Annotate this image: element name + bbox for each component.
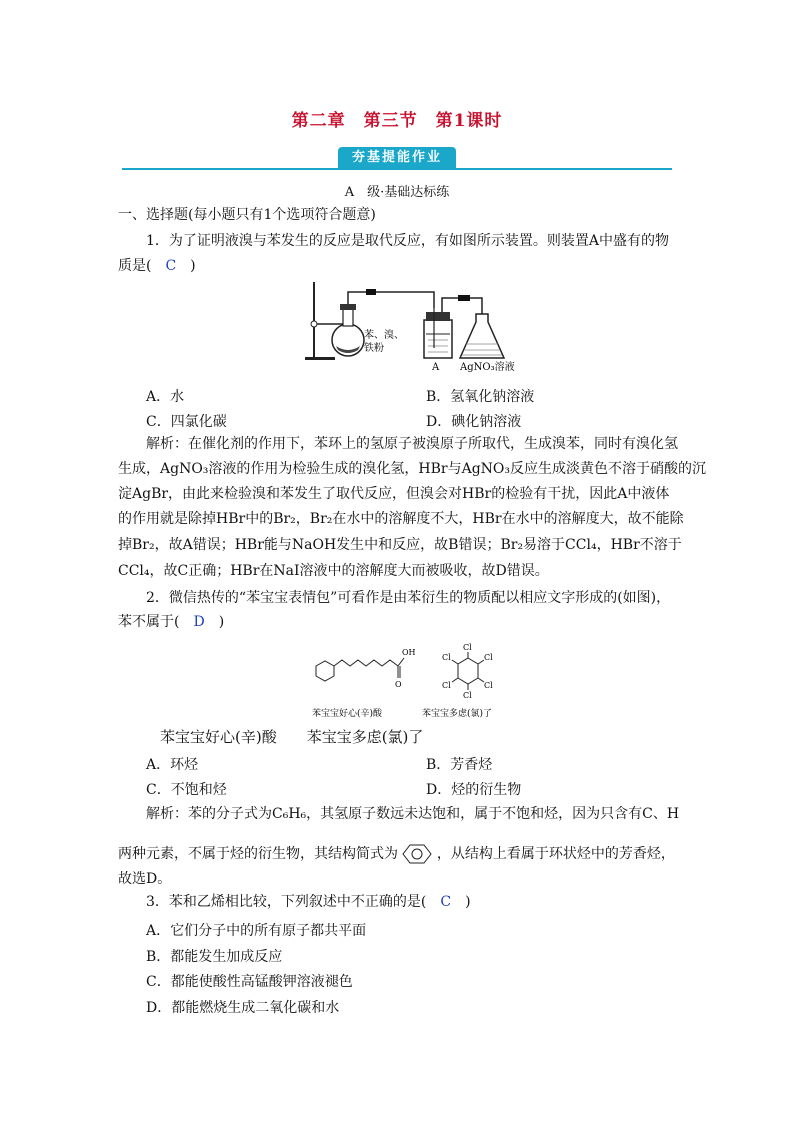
q2-stem-close: ) (204, 614, 225, 630)
q1-explanation-line4: 的作用就是除掉HBr中的Br₂，Br₂在水中的溶解度不大，HBr在水中的溶解度大，故不能除 (118, 511, 684, 527)
cl-label: Cl (463, 691, 472, 700)
q2-exp-part2: ，从结构上看属于环状烃中的芳香烃， (436, 846, 675, 862)
fig-caption-2: 苯宝宝多虑(氯)了 (422, 709, 493, 719)
level-heading: A 级·基础达标练 (344, 185, 450, 200)
benzene-emoji-figure (308, 640, 528, 722)
q3-answer: C (440, 894, 452, 910)
q1-stem-line1: 1．为了证明液溴与苯发生的反应是取代反应，有如图所示装置。则装置A中盛有的物 (146, 233, 670, 249)
fig-label-reactants: 苯、溴、 (364, 330, 404, 341)
q1-option-a: A．水 (146, 389, 185, 405)
fig-caption-1: 苯宝宝好心(辛)酸 (312, 709, 383, 719)
q3-stem-open: 3．苯和乙烯相比较，下列叙述中不正确的是( (146, 894, 441, 910)
cl-label: Cl (484, 681, 493, 690)
q1-explanation-line2: 生成，AgNO₃溶液的作用为检验生成的溴化氢，HBr与AgNO₃反应生成淡黄色不溶于硝酸的沉 (118, 461, 707, 477)
q1-option-c: C．四氯化碳 (146, 414, 227, 430)
cl-label: Cl (484, 653, 493, 662)
q3-option-a: A．它们分子中的所有原子都共平面 (146, 923, 367, 939)
q2-stem-open: 苯不属于( (118, 614, 194, 630)
q2-explanation-line3: 故选D。 (118, 871, 172, 887)
fig-label-agno3: AgNO₃溶液 (460, 362, 515, 373)
q1-explanation-line1: 解析：在催化剂的作用下，苯环上的氢原子被溴原子所取代，生成溴苯，同时有溴化氢 (146, 436, 678, 452)
q2-explanation-line2 (118, 843, 675, 865)
chapter-title: 第二章 第三节 第1课时 (291, 111, 503, 131)
q2-caption-line: 苯宝宝好心(辛)酸 苯宝宝多虑(氯)了 (160, 728, 424, 746)
q2-exp-part1: 两种元素，不属于烃的衍生物，其结构简式为 (118, 846, 398, 862)
q2-stem-line2 (118, 614, 224, 630)
o-label: O (395, 680, 402, 689)
q3-option-b: B．都能发生加成反应 (146, 949, 283, 965)
q1-option-d: D．碘化钠溶液 (426, 414, 522, 430)
q1-answer: C (165, 258, 177, 274)
homework-banner: 夯基提能作业 (338, 147, 456, 169)
q2-option-b: B．芳香烃 (426, 757, 493, 773)
q2-option-d: D．烃的衍生物 (426, 782, 522, 798)
q2-answer: D (193, 614, 205, 630)
q2-explanation-line1: 解析：苯的分子式为C₆H₆，其氢原子数远未达饱和，属于不饱和烃，因为只含有C、H (146, 806, 680, 822)
cl-label: Cl (463, 643, 472, 652)
q2-option-a: A．环烃 (146, 757, 199, 773)
fig-label-A: A (432, 362, 440, 373)
cl-label: Cl (442, 653, 451, 662)
q1-explanation-line5: 掉Br₂，故A错误；HBr能与NaOH发生中和反应，故B错误；Br₂易溶于CCl₄，HBr不溶于 (118, 537, 682, 553)
q2-stem-line1: 2．微信热传的“苯宝宝表情包”可看作是由苯衍生的物质配以相应文字形成的(如图)， (146, 590, 671, 606)
reaction-apparatus-figure (300, 278, 530, 376)
q3-stem (146, 894, 471, 910)
fig-label-iron: 铁粉 (364, 343, 384, 354)
cl-label: Cl (442, 681, 451, 690)
q2-option-c: C．不饱和烃 (146, 782, 227, 798)
q3-option-d: D．都能燃烧生成二氧化碳和水 (146, 1000, 340, 1016)
q1-stem-line2 (118, 258, 196, 274)
q1-stem-close: ) (176, 258, 196, 274)
q1-option-b: B．氢氧化钠溶液 (426, 389, 535, 405)
oh-label: OH (402, 648, 416, 657)
q3-stem-close: ) (451, 894, 471, 910)
section-heading: 一、选择题(每小题只有1个选项符合题意) (118, 207, 376, 223)
q1-explanation-line6: CCl₄，故C正确；HBr在NaI溶液中的溶解度大而被吸收，故D错误。 (118, 563, 549, 579)
q1-stem-open: 质是( (118, 258, 166, 274)
q1-explanation-line3: 淀AgBr，由此来检验溴和苯发生了取代反应，但溴会对HBr的检验有干扰，因此A中液体 (118, 486, 670, 502)
benzene-structure-icon (402, 843, 432, 865)
q3-option-c: C．都能使酸性高锰酸钾溶液褪色 (146, 974, 353, 990)
